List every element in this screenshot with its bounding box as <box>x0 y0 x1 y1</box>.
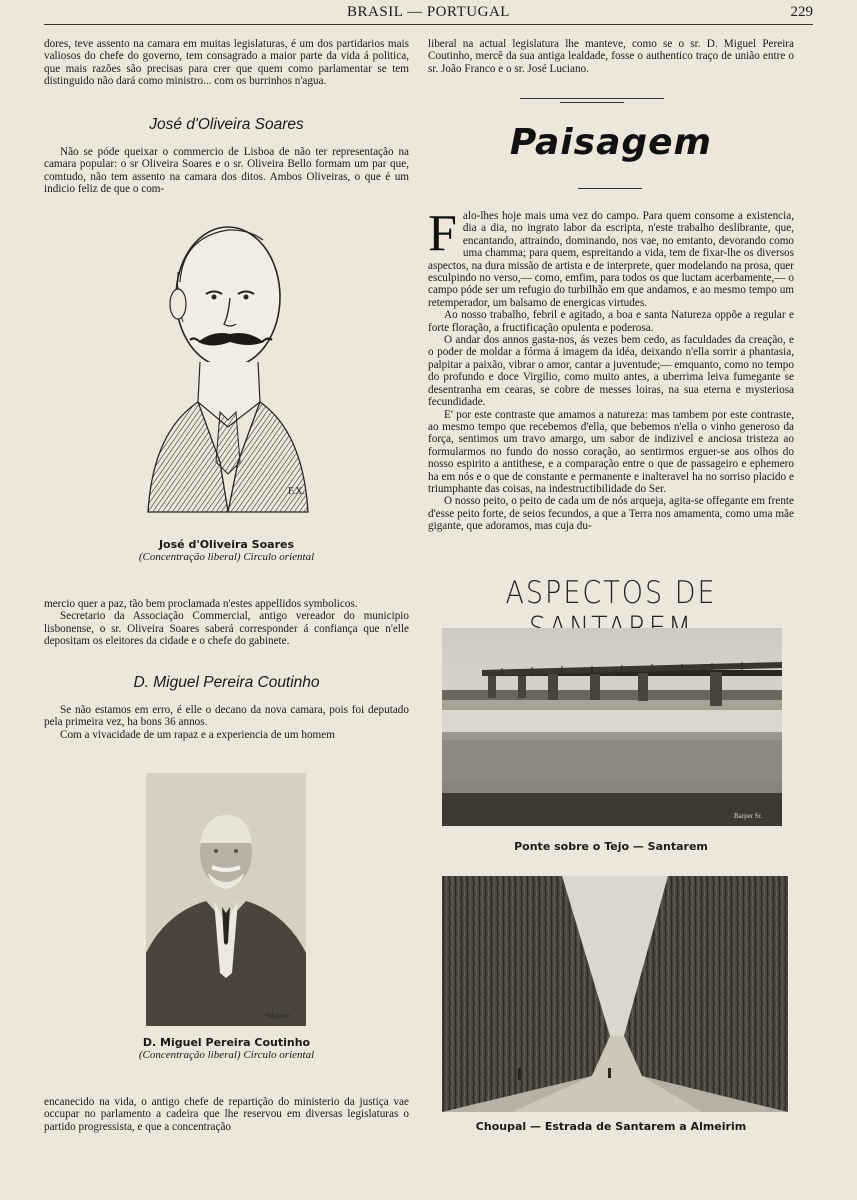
paisagem-paragraph-1 <box>428 205 794 309</box>
oliveira-soares-continued <box>44 598 409 648</box>
paisagem-article <box>428 205 794 533</box>
portrait2-caption <box>44 1036 409 1061</box>
miguel-coutinho-paragraph-1: Se não estamos em erro, é elle o decano da nova camara, pois foi deputado pela primeira vez, ha bons 36 annos. <box>44 704 409 729</box>
miguel-coutinho-text <box>44 704 409 741</box>
ornament-rule-bottom <box>578 188 642 189</box>
section-title-oliveira-soares: José d'Oliveira Soares <box>149 116 304 133</box>
oliveira-soares-text <box>44 146 409 196</box>
section-title-miguel-coutinho: D. Miguel Pereira Coutinho <box>133 674 320 691</box>
paisagem-title: Paisagem <box>509 122 713 163</box>
miguel-coutinho-continued <box>44 1096 409 1133</box>
portrait2-caption-name: D. Miguel Pereira Coutinho <box>142 1036 311 1049</box>
portrait2-caption-sub: (Concentração liberal) Circulo oriental <box>138 1049 315 1061</box>
oliveira-soares-paragraph-2: mercio quer a paz, tão bem proclamada n'estes appellidos symbolicos. <box>44 598 358 610</box>
paisagem-paragraph-5: O nosso peito, o peito de cada um de nós arqueja, agita-se offegante em frente d'esse peito forte, de seios fecundos, a que a Terra nos amamenta, como uma mãe gigante, que adoramos, mas cuja du- <box>428 495 794 533</box>
ornament-rule-top <box>520 98 664 99</box>
paisagem-paragraph-1-text: alo-lhes hoje mais uma vez do campo. Para quem consome a existencia, dia a dia, no ingrato labor da escripta, n'este trabalho deslibrante, que, encantando, attraindo, dominando, nos vae, no emtanto, devorando como uma chamma; para quem, espreitando a vida, tem de fixar-lhe os diversos aspectos, na dura missão de artista e de interprete, quer modelando na prosa, quer esculpindo no verso,— como, emfim, para todos os que luctam acerbamente,— o campo póde ser um refugio do turbilhão em que andamos, e ao mesmo tempo um retemperador, um balsamo de energicas virtudes. <box>428 210 794 309</box>
portrait-miguel-coutinho <box>146 773 306 1026</box>
portrait1-caption-name: José d'Oliveira Soares <box>158 538 295 551</box>
paisagem-paragraph-2: Ao nosso trabalho, febril e agitado, a boa e santa Natureza oppõe a regular e forte floração, a fructificação opulenta e poderosa. <box>428 309 794 334</box>
right-intro-block <box>428 38 794 75</box>
photo3-caption-block <box>428 840 794 853</box>
photo4-caption-block <box>428 1120 794 1133</box>
right-intro-text: liberal na actual legislatura lhe manteve, como se o sr. D. Miguel Pereira Coutinho, mercê da sua antiga lealdade, fosse o authentico traço de união entre o sr. João Franco e o sr. José Luciano. <box>428 38 794 75</box>
ornament-rule-top-short <box>560 102 624 103</box>
svg-text:~Maries~: ~Maries~ <box>264 1012 292 1020</box>
paisagem-paragraph-4: E' por este contraste que amamos a natureza: mas tambem por este contraste, ao mesmo tempo que recebemos d'ella, que bebemos n'ella o vinho generoso da força, sentimos um travo amargo, um sabor de indizivel e anciosa tristeza ao formularmos no fundo do nosso coração, ao sentirmos erguer-se aos olhos do nosso espirito a antithese, e a comparação entre o que de passageiro e ephemero ha em nós e o que de constante e permanente e inalteravel ha no sorriso placido e triumphante das coisas, na indestructibilidade do Ser. <box>428 408 794 495</box>
running-header-title: BRASIL — PORTUGAL <box>347 4 510 20</box>
miguel-coutinho-paragraph-3: encanecido na vida, o antigo chefe de repartição do ministerio da justiça vae occupar no parlamento a cadeira que lhe reservou em diversas legislaturas o partido progressista, e que a concentração <box>44 1096 409 1133</box>
bridge-photo-image <box>442 628 782 826</box>
portrait-engraving-image <box>128 212 326 522</box>
page-number: 229 <box>790 4 813 20</box>
aspectos-title: ASPECTOS DE <box>505 575 717 611</box>
portrait-oliveira-soares <box>128 212 326 522</box>
oliveira-soares-paragraph-3: Secretario da Associação Commercial, antigo vereador do municipio lisbonense, o sr. Oliveira Soares saberá corresponder á confiança que n'elle depositam os eleitores da cidade e o chefe do gabinete. <box>44 610 409 648</box>
portrait-photo-image <box>146 773 306 1026</box>
choupal-photo-image <box>442 876 788 1112</box>
photo4-caption: Choupal — Estrada de Santarem a Almeirim <box>475 1120 747 1133</box>
portrait1-caption-sub: (Concentração liberal) Circulo oriental <box>138 551 315 563</box>
portrait1-caption <box>44 538 409 563</box>
left-intro-block <box>44 38 409 88</box>
section-miguel-coutinho <box>44 674 409 692</box>
header-rule <box>44 24 813 25</box>
svg-text:Barper Sr.: Barper Sr. <box>734 812 763 820</box>
left-intro-text: dores, teve assento na camara em muitas legislaturas, é um dos partidarios mais valiosos do chefe do governo, tem consagrado a maior parte da vida á politica, que mais razões são precisas para crer que quem como parlamentar se tem distinguido não dará como ministro... com os burrinhos n'agua. <box>44 38 409 88</box>
svg-text:F.X.: F.X. <box>288 486 305 497</box>
dropcap-letter: F <box>428 205 457 262</box>
oliveira-soares-paragraph-1: Não se póde queixar o commercio de Lisboa de não ter representação na camara popular: o sr Oliveira Soares e o sr. Oliveira Bello formam um par que, comtudo, não tem assento na camara dos ditos. Ambos Oliveiras, o que é um indicio feliz de que o com- <box>44 146 409 196</box>
photo-bridge-tejo <box>442 628 782 826</box>
paisagem-paragraph-3: O andar dos annos gasta-nos, ás vezes bem cedo, as faculdades da creação, e o poder de moldar a fórma á imagem da idéa, deixando n'ella sorrir a phantasia, palpitar a paixão, vibrar o amor, cantar a juventude;— emquanto, como no tempo do profundo e doce Virgilio, como muito antes, a uberrima leiva fumegante se desentranha em cearas, se cobre de messes loiras, na sua eterna e mysteriosa fecundidade. <box>428 334 794 409</box>
photo3-caption: Ponte sobre o Tejo — Santarem <box>514 840 708 853</box>
miguel-coutinho-paragraph-2: Com a vivacidade de um rapaz e a experiencia de um homem <box>60 728 335 741</box>
photo-choupal-road <box>442 876 788 1112</box>
section-oliveira-soares <box>44 116 409 134</box>
